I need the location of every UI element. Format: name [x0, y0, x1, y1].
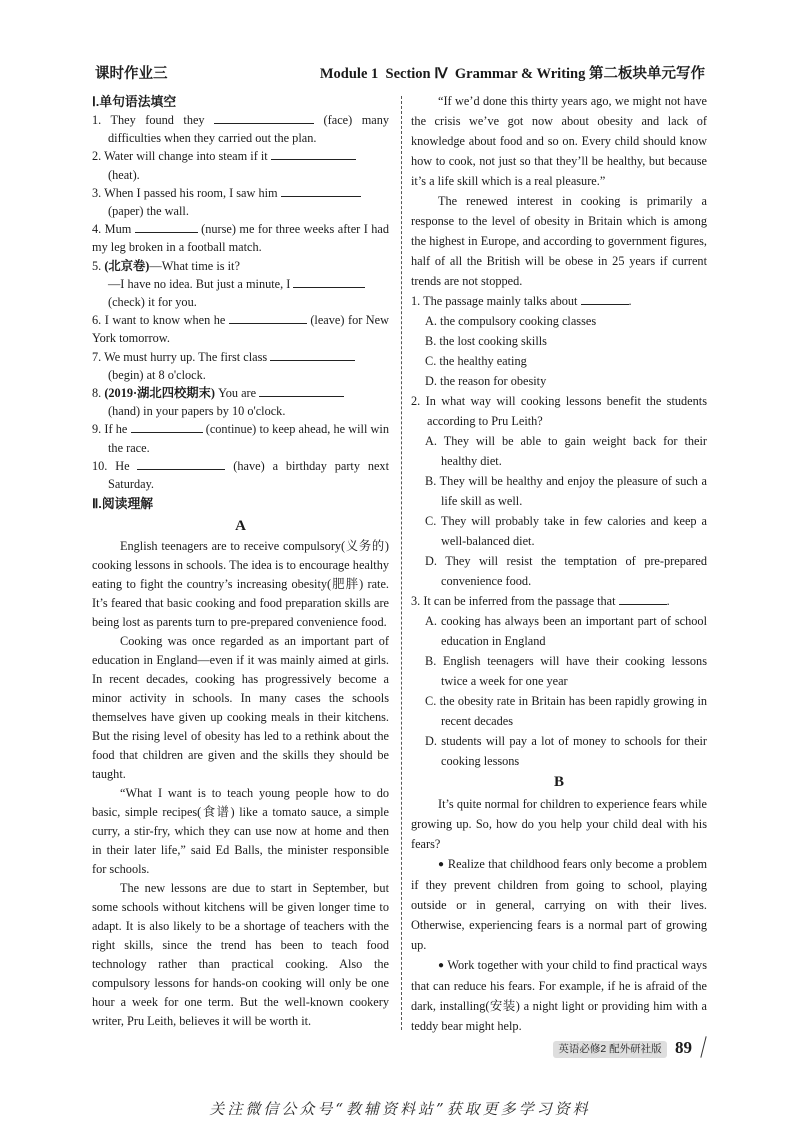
answer-option: D. students will pay a lot of money to schools for their cooking lessons	[425, 734, 707, 768]
passage-paragraph: Cooking was once regarded as an important part of education in England—even if it was mainly aimed at girls. In recent decades, cooking has progressively become a minor activity in schools. In many cases the schools themselves have given up cooking meals in their kitchens. But the rising level of obesity has led to a rethink about the food that children are given and the skills they should be taught.	[92, 634, 389, 782]
passage-paragraph: The new lessons are due to start in September, but some schools without kitchens will be given longer time to adapt. It is also likely to be a shortage of teachers with the right skills, since the trend has been to teach food technology rather than practical cooking. Also the compulsory lessons for hands-on cooking will only be one hour a week for one term. But the well-known cookery writer, Pru Leith, believes it will be worth it.	[92, 881, 389, 1029]
page-number: 89	[675, 1038, 692, 1057]
answer-blank	[271, 149, 356, 160]
page-corner-slash	[700, 1036, 706, 1058]
passage-paragraph: “What I want is to teach young people how to do basic, simple recipes(食谱) like a tomato sauce, a simple curry, a stir-fry, which they can use now at home and then in their later life,” said Ed Balls, the minister responsible for schools.	[92, 786, 389, 877]
answer-option: C. the obesity rate in Britain has been rapidly growing in recent decades	[425, 694, 708, 728]
passage-paragraph: English teenagers are to receive compulsory(义务的) cooking lessons in schools. The idea is to encourage healthy eating to fight the country’s increasing obesity(肥胖) rate. It’s feared that basic cooking and food preparation skills are being lost as parents turn to pre-prepared convenience food.	[92, 539, 389, 630]
passage-paragraph: The renewed interest in cooking is primarily a response to the level of obesity in Britain which is among the highest in Europe, and according to government figures, half of all the British will be obese in 25 years if current trends are not stopped.	[411, 194, 707, 288]
column-divider	[401, 96, 402, 1030]
answer-option: D. They will resist the temptation of pre-prepared convenience food.	[425, 554, 707, 588]
answer-blank	[135, 222, 198, 233]
book-edition-badge: 英语必修2 配外研社版	[553, 1041, 667, 1058]
answer-option: B. They will be healthy and enjoy the pleasure of such a life skill as well.	[425, 474, 708, 508]
answer-option: B. English teenagers will have their cooking lessons twice a week for one year	[425, 654, 707, 688]
answer-blank	[131, 422, 203, 433]
bullet-point: ● Realize that childhood fears only become a problem if they prevent children from going to school, playing outside or in general, carrying on with their lives. Otherwise, experiencing fears is a normal part of growing up.	[411, 857, 708, 952]
bullet-point: ● Work together with your child to find practical ways that can reduce his fears. For example, if he is afraid of the dark, installing(安装) a night light or providing him with a teddy bear might help.	[411, 958, 707, 1033]
grammar-item: 2. Water will change into steam if it (heat).	[92, 147, 389, 183]
passage-paragraph: It’s quite normal for children to experience fears while growing up. So, how do you help your child deal with his fears?	[411, 797, 707, 851]
passage-a-label: A	[235, 518, 246, 535]
question-stem: 1. The passage mainly talks about .	[411, 294, 632, 308]
answer-option: C. the healthy eating	[425, 354, 527, 368]
reading-section-heading: Ⅱ.阅读理解	[92, 496, 154, 512]
answer-blank	[619, 594, 667, 605]
grammar-item: 1. They found they (face) many difficulties when they carried out the plan.	[92, 113, 390, 146]
bullet-icon: ●	[438, 960, 445, 971]
answer-blank	[581, 294, 629, 305]
answer-option: A. They will be able to gain weight back for their healthy diet.	[425, 434, 707, 468]
handwritten-note: 关注微信公众号“教辅资料站”获取更多学习资料	[209, 1100, 591, 1118]
answer-option: A. the compulsory cooking classes	[425, 314, 597, 328]
answer-option: C. They will probably take in few calories and keep a well-balanced diet.	[425, 514, 707, 548]
grammar-item: 9. If he (continue) to keep ahead, he will win the race.	[92, 422, 389, 455]
answer-blank	[214, 113, 314, 124]
answer-blank	[281, 186, 361, 197]
grammar-item: 5. (北京卷)—What time is it? —I have no idea. But just a minute, I (check) it for you.	[92, 257, 389, 312]
grammar-item: 8. (2019·湖北四校期末) You are (hand) in your papers by 10 o'clock.	[92, 384, 389, 420]
answer-option: D. the reason for obesity	[425, 374, 547, 388]
answer-option: A. cooking has always been an important part of school education in England	[425, 614, 707, 648]
right-column	[411, 91, 707, 1036]
answer-blank	[137, 459, 225, 470]
answer-blank	[293, 277, 365, 288]
answer-blank	[259, 386, 344, 397]
answer-blank	[270, 350, 355, 361]
source-label: (2019·湖北四校期末)	[104, 386, 215, 401]
question-stem: 2. In what way will cooking lessons benefit the students according to Pru Leith?	[411, 394, 707, 428]
grammar-item: 6. I want to know when he (leave) for New York tomorrow.	[92, 313, 390, 346]
bullet-icon: ●	[438, 859, 445, 870]
passage-paragraph: “If we’d done this thirty years ago, we might not have the crisis we’ve got now about obesity and lack of knowledge about food and so on. Every child should know how to cook, not just so that they’ll be healthy, but because it’s a life skill which is a real pleasure.”	[411, 94, 707, 188]
grammar-item: 7. We must hurry up. The first class (begin) at 8 o'clock.	[92, 348, 389, 384]
grammar-section-heading: Ⅰ.单句语法填空	[92, 94, 177, 109]
answer-option: B. the lost cooking skills	[425, 334, 547, 348]
passage-b-label: B	[553, 774, 564, 790]
source-label: (北京卷)	[104, 258, 150, 273]
lesson-title: 课时作业三	[95, 66, 168, 82]
answer-blank	[229, 313, 307, 324]
grammar-item: 10. He (have) a birthday party next Saturday.	[92, 458, 389, 492]
question-stem: 3. It can be inferred from the passage that .	[411, 594, 670, 608]
left-column	[92, 92, 389, 1031]
grammar-item: 4. Mum (nurse) me for three weeks after I had my leg broken in a football match.	[92, 222, 389, 255]
module-title: Module 1 Section Ⅳ Grammar & Writing 第二板块单元写作	[319, 66, 705, 82]
grammar-item: 3. When I passed his room, I saw him (paper) the wall.	[92, 184, 389, 220]
